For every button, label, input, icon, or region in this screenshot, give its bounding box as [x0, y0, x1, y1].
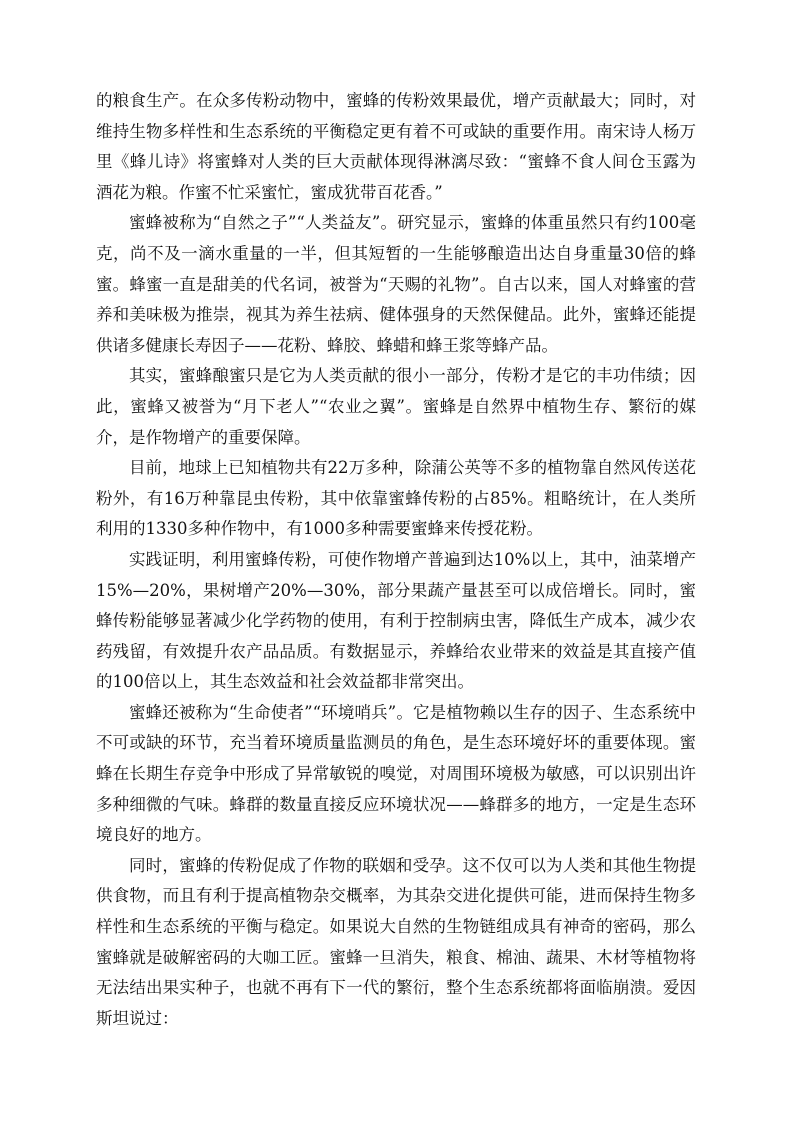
- paragraph-4: 目前，地球上已知植物共有22万多种，除蒲公英等不多的植物靠自然风传送花粉外，有16万种靠昆虫传粉，其中依靠蜜蜂传粉的占85%。粗略统计，在人类所利用的1330多种作物中，有1000多种需要蜜蜂来传授花粉。: [96, 458, 696, 539]
- paragraph-3: 其实，蜜蜂酿蜜只是它为人类贡献的很小一部分，传粉才是它的丰功伟绩；因此，蜜蜂又被誉为“月下老人”“农业之翼”。蜜蜂是自然界中植物生存、繁衍的媒介，是作物增产的重要保障。: [96, 366, 696, 447]
- paragraph-6: 蜜蜂还被称为“生命使者”“环境哨兵”。它是植物赖以生存的因子、生态系统中不可或缺的环节，充当着环境质量监测员的角色，是生态环境好坏的重要体现。蜜蜂在长期生存竞争中形成了异常敏锐的嗅觉，对周围环境极为敏感，可以识别出许多种细微的气味。蜂群的数量直接反应环境状况——蜂群多的地方，一定是生态环境良好的地方。: [96, 702, 696, 845]
- paragraph-5: 实践证明，利用蜜蜂传粉，可使作物增产普遍到达10%以上，其中，油菜增产15%—20%，果树增产20%—30%，部分果蔬产量甚至可以成倍增长。同时，蜜蜂传粉能够显著减少化学药物的使用，有利于控制病虫害，降低生产成本，减少农药残留，有效提升农产品品质。有数据显示，养蜂给农业带来的效益是其直接产值的100倍以上，其生态效益和社会效益都非常突出。: [96, 549, 696, 692]
- paragraph-2: 蜜蜂被称为“自然之子”“人类益友”。研究显示，蜜蜂的体重虽然只有约100毫克，尚不及一滴水重量的一半，但其短暂的一生能够酿造出达自身重量30倍的蜂蜜。蜂蜜一直是甜美的代名词，被誉为“天赐的礼物”。自古以来，国人对蜂蜜的营养和美味极为推崇，视其为养生祛病、健体强身的天然保健品。此外，蜜蜂还能提供诸多健康长寿因子——花粉、蜂胶、蜂蜡和蜂王浆等蜂产品。: [96, 213, 696, 355]
- article-body: [96, 86, 696, 1034]
- paragraph-7: 同时，蜜蜂的传粉促成了作物的联姻和受孕。这不仅可以为人类和其他生物提供食物，而且有利于提高植物杂交概率，为其杂交进化提供可能，进而保持生物多样性和生态系统的平衡与稳定。如果说大自然的生物链组成具有神奇的密码，那么蜜蜂就是破解密码的大咖工匠。蜜蜂一旦消失，粮食、棉油、蔬果、木材等植物将无法结出果实种子，也就不再有下一代的繁衍，整个生态系统都将面临崩溃。爱因斯坦说过：: [96, 855, 696, 1028]
- paragraph-1: 的粮食生产。在众多传粉动物中，蜜蜂的传粉效果最优，增产贡献最大；同时，对维持生物多样性和生态系统的平衡稳定更有着不可或缺的重要作用。南宋诗人杨万里《蜂儿诗》将蜜蜂对人类的巨大贡献体现得淋漓尽致：“蜜蜂不食人间仓玉露为酒花为粮。作蜜不忙采蜜忙，蜜成犹带百花香。”: [96, 91, 696, 202]
